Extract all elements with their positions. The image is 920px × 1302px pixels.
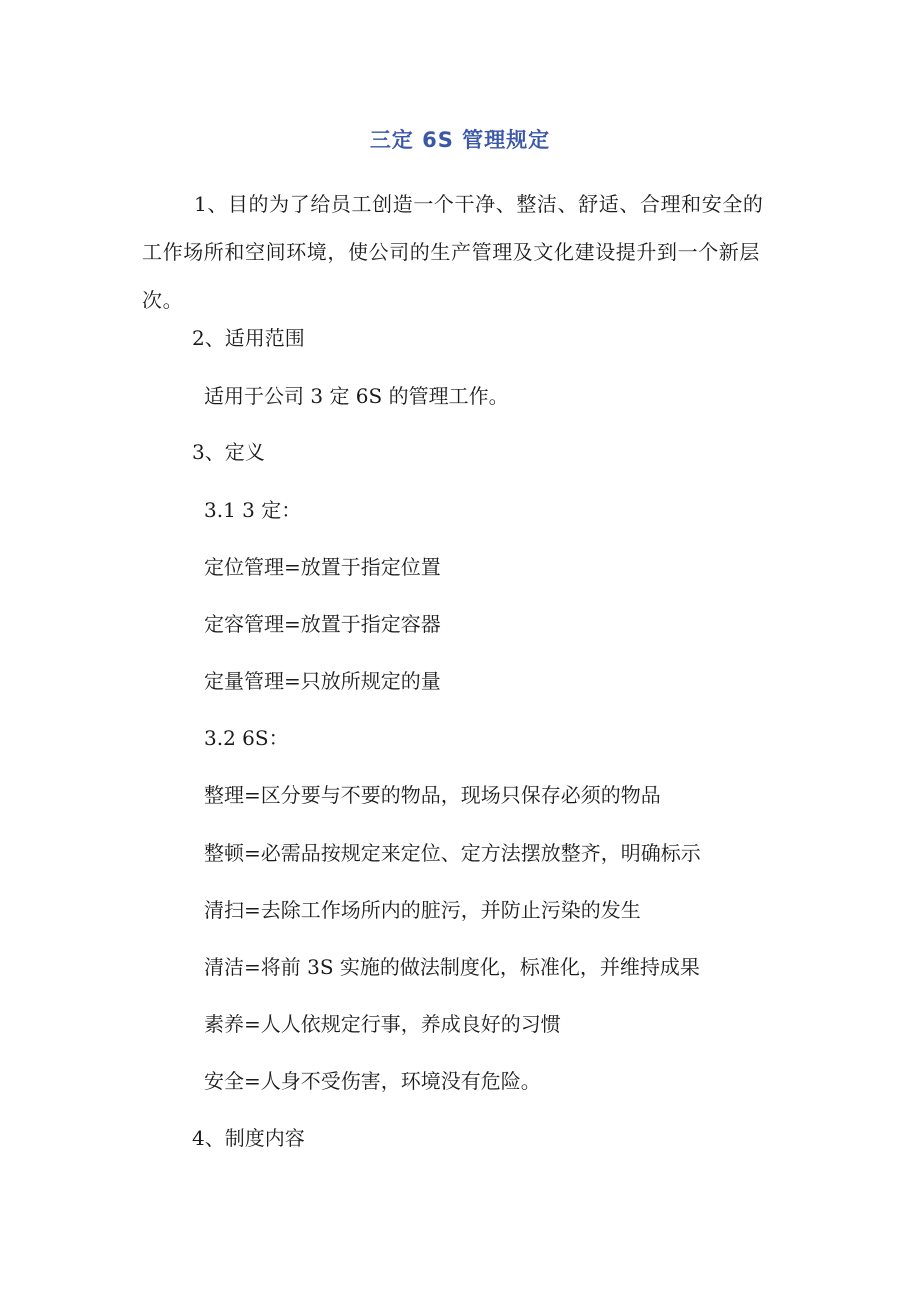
definition-3-2: 3.2 6S： [204,726,289,750]
scope-text: 适用于公司 3 定 6S 的管理工作。 [204,384,509,408]
list-item: 安全=人身不受伤害，环境没有危险。 [204,1069,541,1093]
list-item: 素养=人人依规定行事，养成良好的习惯 [204,1012,561,1036]
definition-heading: 3、定义 [192,440,265,464]
list-item: 定量管理=只放所规定的量 [204,669,441,693]
list-item: 清扫=去除工作场所内的脏污，并防止污染的发生 [204,898,641,922]
definition-3-1: 3.1 3 定： [204,498,302,522]
list-item: 定容管理=放置于指定容器 [204,612,441,636]
purpose-paragraph: 1、目的为了给员工创造一个干净、整洁、舒适、合理和安全的工作场所和空间环境，使公司的生产管理及文化建设提升到一个新层次。 [142,192,764,312]
list-item: 清洁=将前 3S 实施的做法制度化，标准化，并维持成果 [204,955,700,979]
list-item: 整顿=必需品按规定来定位、定方法摆放整齐，明确标示 [204,841,701,865]
scope-heading: 2、适用范围 [192,326,305,350]
document-title: 三定 6S 管理规定 [369,128,551,152]
list-item: 定位管理=放置于指定位置 [204,555,441,579]
content-heading: 4、制度内容 [192,1126,305,1150]
list-item: 整理=区分要与不要的物品，现场只保存必须的物品 [204,783,661,807]
